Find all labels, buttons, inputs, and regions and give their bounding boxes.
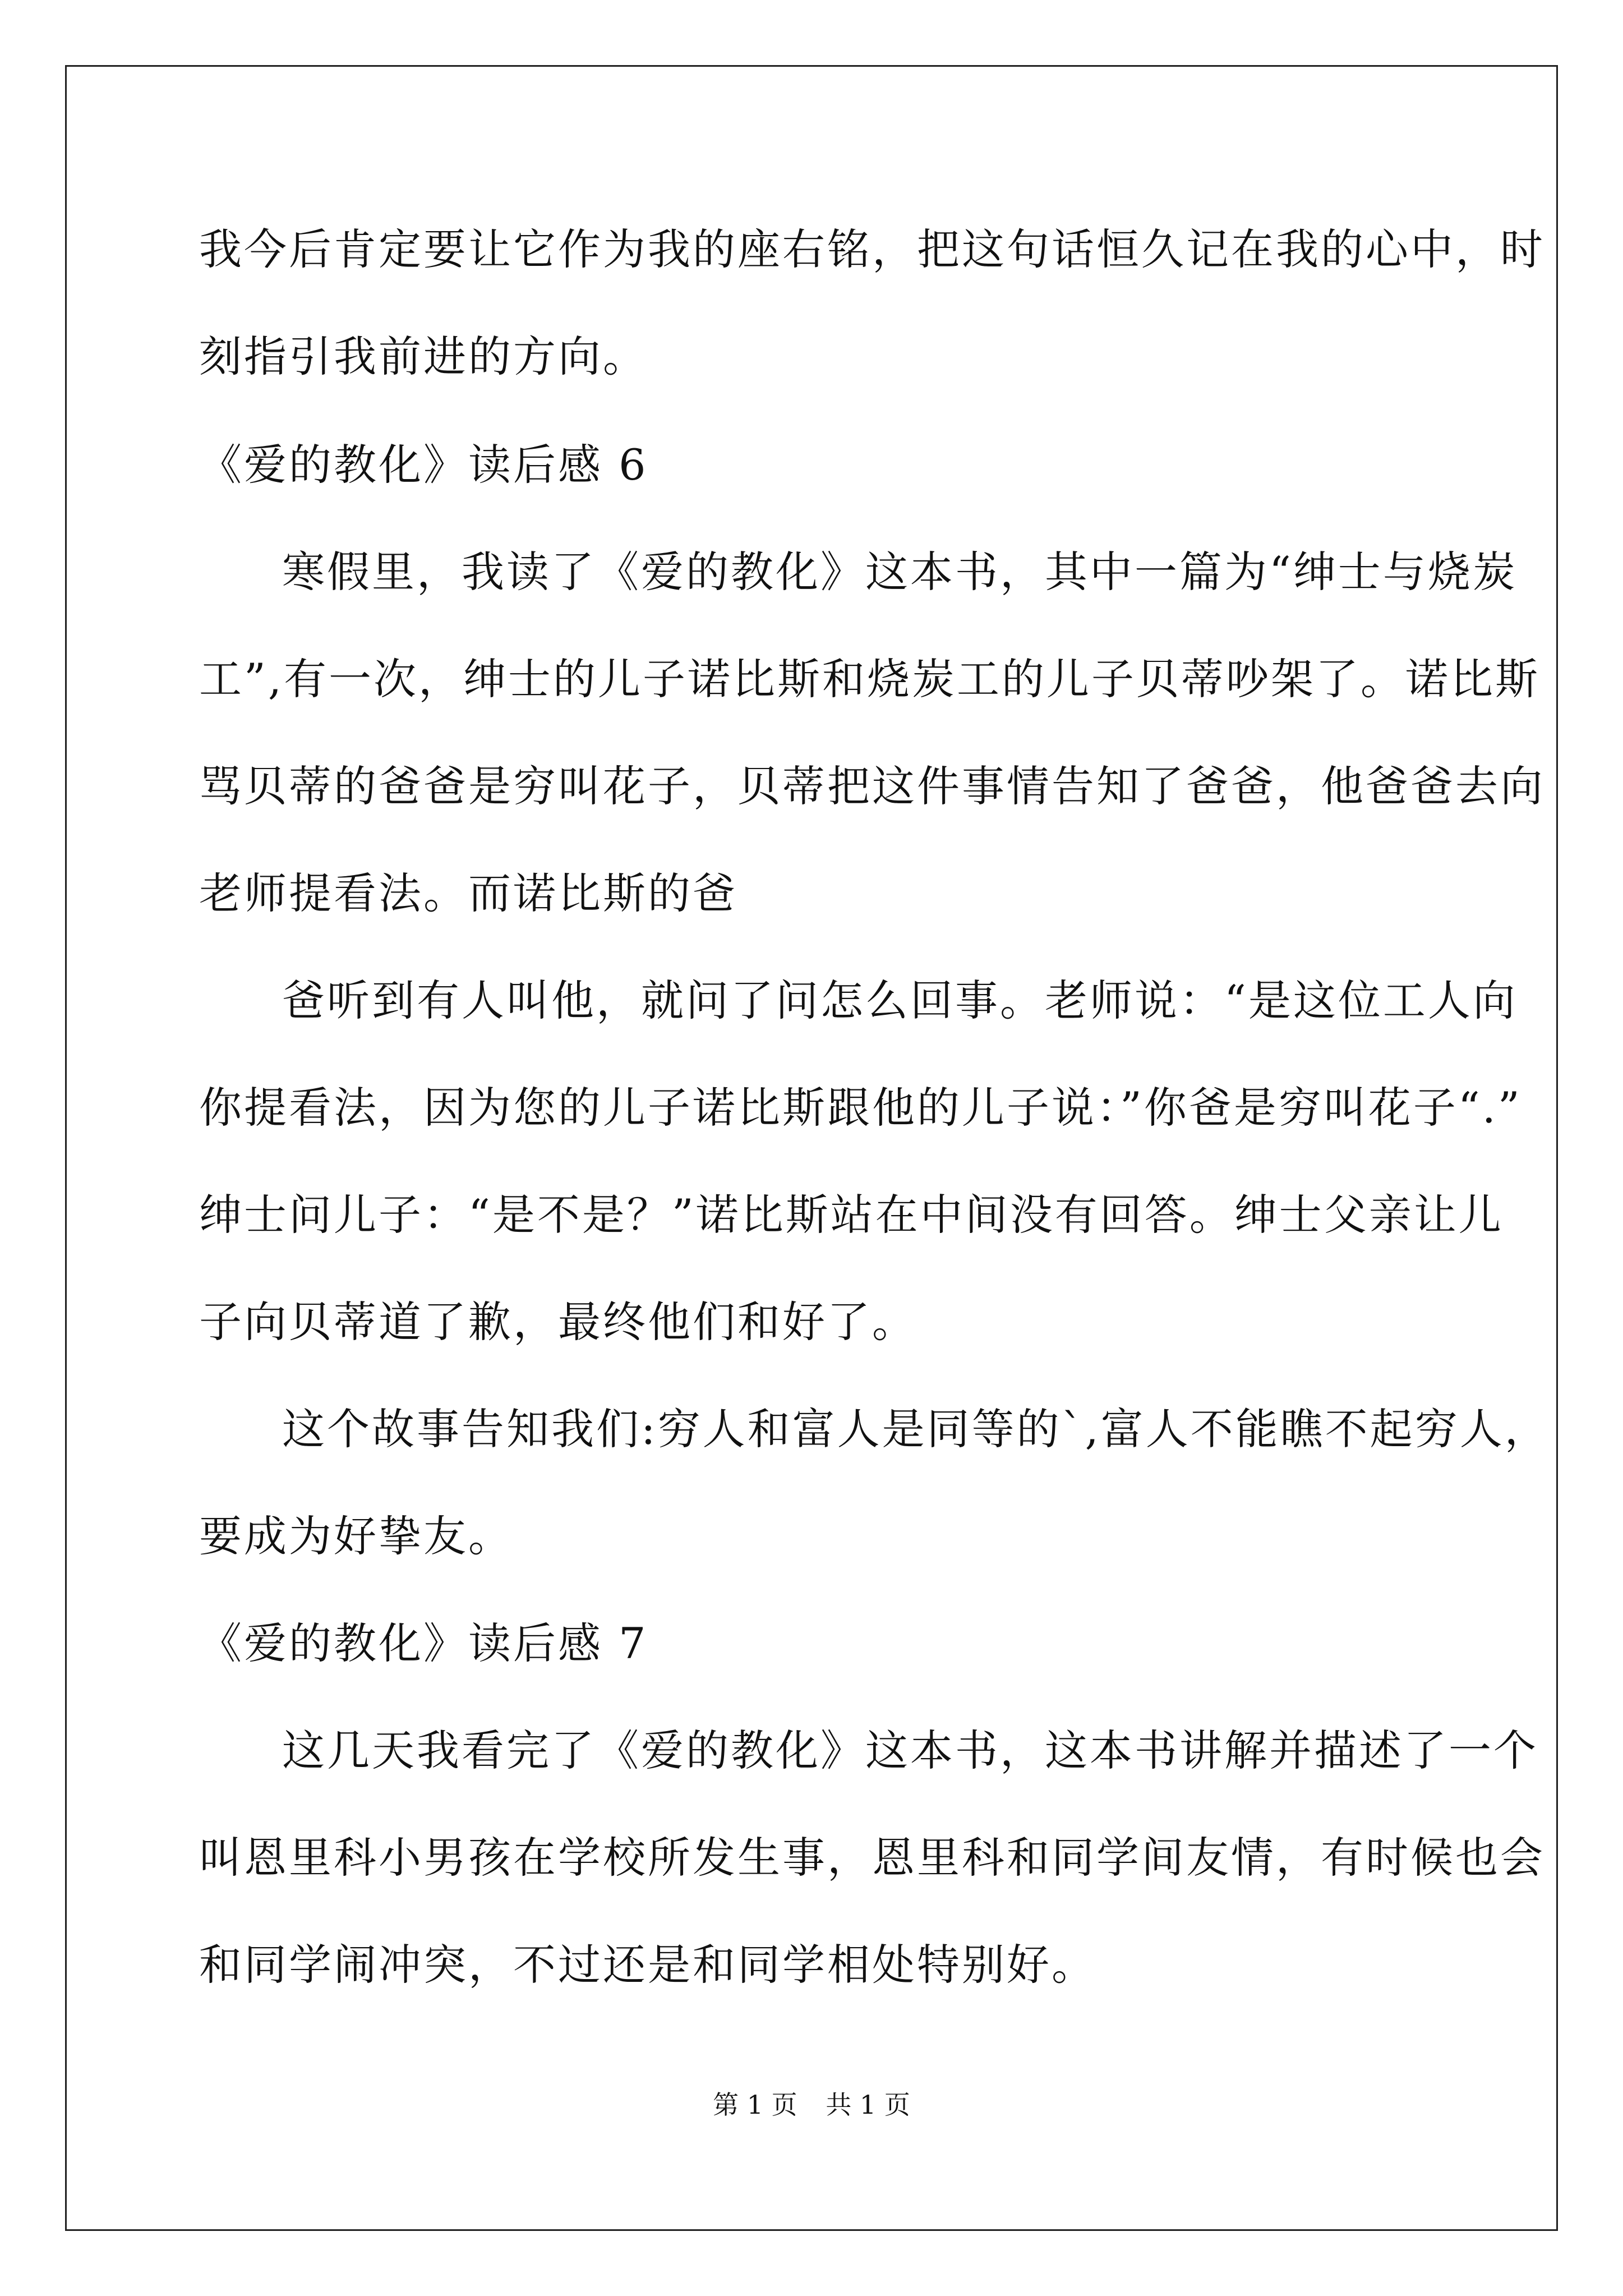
paragraph-start: 寒假里，我读了《爱的教化》这本书，其中一篇为“绅士与烧炭 <box>282 547 1518 597</box>
text-line: 你提看法，因为您的儿子诺比斯跟他的儿子说：”你爸是穷叫花子“.” <box>199 1083 1522 1133</box>
text-line: 老师提看法。而诺比斯的爸 <box>199 868 737 918</box>
page-border <box>65 65 1558 2231</box>
text-line: 叫恩里科小男孩在学校所发生事，恩里科和同学间友情，有时候也会 <box>199 1833 1545 1883</box>
paragraph-start: 爸听到有人叫他，就问了问怎么回事。老师说：“是这位工人向 <box>282 976 1518 1025</box>
paragraph-start: 这个故事告知我们:穷人和富人是同等的`,富人不能瞧不起穷人， <box>282 1404 1550 1454</box>
page-number-current: 第 1 页 <box>713 2090 797 2120</box>
section-heading: 《爱的教化》读后感 6 <box>199 440 648 490</box>
text-line: 绅士问儿子：“是不是？”诺比斯站在中间没有回答。绅士父亲让儿 <box>199 1190 1504 1240</box>
page-footer <box>0 2089 1623 2120</box>
text-line: 和同学闹冲突，不过还是和同学相处特别好。 <box>199 1940 1096 1990</box>
page-number-total: 共 1 页 <box>826 2090 910 2120</box>
text-line: 刻指引我前进的方向。 <box>199 332 648 381</box>
text-line: 我今后肯定要让它作为我的座右铭，把这句话恒久记在我的心中，时 <box>199 224 1545 274</box>
paragraph-start: 这几天我看完了《爱的教化》这本书，这本书讲解并描述了一个 <box>282 1726 1538 1775</box>
text-line: 子向贝蒂道了歉，最终他们和好了。 <box>199 1297 917 1347</box>
text-line: 骂贝蒂的爸爸是穷叫花子，贝蒂把这件事情告知了爸爸，他爸爸去向 <box>199 761 1545 811</box>
text-line: 要成为好挚友。 <box>199 1511 513 1561</box>
text-line: 工”,有一次，绅士的儿子诺比斯和烧炭工的儿子贝蒂吵架了。诺比斯 <box>199 654 1541 704</box>
section-heading: 《爱的教化》读后感 7 <box>199 1618 648 1668</box>
